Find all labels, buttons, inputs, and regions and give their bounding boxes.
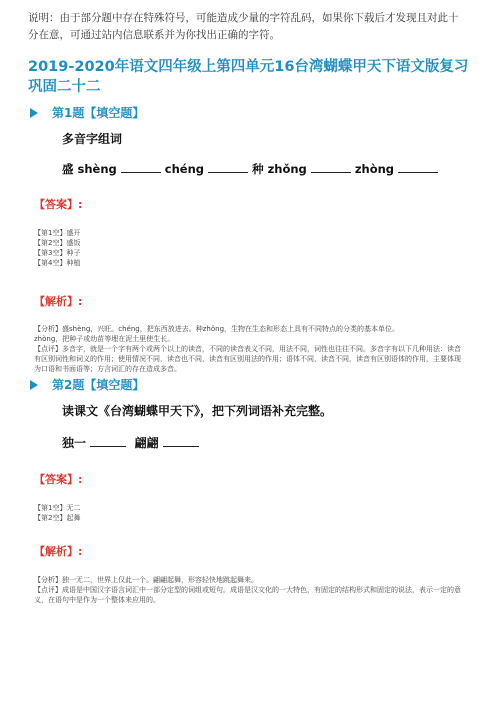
question-1-blanks: [62, 160, 438, 177]
blank-line-4: [398, 160, 438, 173]
blank-label-1: 独一: [62, 436, 87, 450]
analysis-line: 【分析】独一无二，世界上仅此一个。翩翩起舞，形容轻快地跳起舞来。: [34, 576, 258, 584]
analysis-line: 【点评】成语是中国汉字语言词汇中一部分定型的词组或短句。成语是汉文化的一大特色，有固定的结构形式和固定的说法，表示一定的意义，在语句中是作为一个整体来应用的。: [34, 586, 461, 604]
blank-line-2: [163, 434, 199, 447]
blank-label-1: 盛 shèng: [62, 162, 117, 176]
question-2-heading-text: 第2题【填空题】: [52, 378, 145, 392]
question-2-analysis: [34, 575, 464, 605]
question-1-analysis-tag: 【解析】:: [34, 295, 83, 308]
question-1-answer-tag: 【答案】:: [34, 198, 83, 211]
download-notice: 说明：由于部分题中存在特殊符号，可能造成少量的字符乱码，如果你下载后才发现且对此十分在意，可通过站内信息联系并为你找出正确的字符。: [28, 12, 459, 41]
blank-line-3: [311, 160, 351, 173]
answer-line: 【第1空】盛开: [34, 229, 81, 237]
blank-label-3: 种 zhǒng: [252, 162, 307, 176]
question-2-heading: [30, 376, 144, 393]
question-2-answers: [34, 503, 464, 523]
question-1-subtitle: 多音字组词: [62, 132, 123, 146]
blank-line-2: [208, 160, 248, 173]
question-2-analysis-tag: 【解析】:: [34, 545, 83, 558]
question-1-analysis: [34, 324, 464, 374]
analysis-line: 【分析】盛shèng，兴旺。chéng，把东西放进去。种zhǒng，生物在生态和形态上具有不同特点的分类的基本单位。: [34, 325, 400, 333]
question-1-heading: [30, 104, 144, 121]
document-title: 2019-2020年语文四年级上第四单元16台湾蝴蝶甲天下语文版复习巩固二十二: [28, 59, 469, 95]
blank-line-1: [90, 434, 126, 447]
question-2-answer-tag: 【答案】:: [34, 473, 83, 486]
blank-label-2: 翩翩: [134, 436, 159, 450]
arrow-bullet-icon: [30, 108, 38, 118]
question-2-subtitle: 读课文《台湾蝴蝶甲天下》，把下列词语补充完整。: [62, 404, 333, 418]
question-1-answers: [34, 228, 464, 268]
answer-line: 【第3空】种子: [34, 249, 81, 257]
arrow-bullet-icon: [30, 380, 38, 390]
answer-line: 【第2空】盛饭: [34, 239, 81, 247]
answer-line: 【第1空】无二: [34, 504, 81, 512]
analysis-line: 【点评】多音字，就是一个字有两个或两个以上的读音，不同的读音表义不同，用法不同，词性也往往不同。多音字有以下几种用法：读音有区别词性和词义的作用；使用情况不同，读音也不同，读音有区别用法的作用；语体不同，读音不同，读音有区别语体的作用，主要体现为口语和书面语等；方言词汇的存在造成多音。: [34, 345, 461, 373]
blank-label-2: chéng: [164, 162, 205, 176]
answer-line: 【第4空】种植: [34, 259, 81, 267]
answer-line: 【第2空】起舞: [34, 514, 81, 522]
blank-label-4: zhòng: [354, 162, 395, 176]
question-1-heading-text: 第1题【填空题】: [52, 106, 145, 120]
question-2-blanks: [62, 434, 199, 451]
analysis-line: zhòng，把种子或幼苗等埋在泥土里使生长。: [34, 335, 175, 343]
blank-line-1: [121, 160, 161, 173]
